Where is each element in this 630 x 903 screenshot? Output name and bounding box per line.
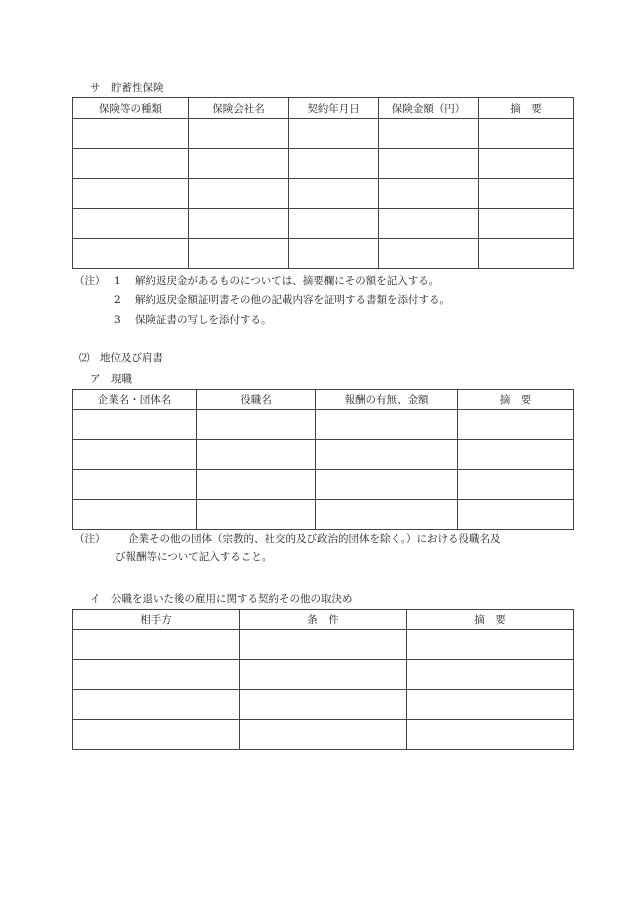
table-cell[interactable]: [289, 119, 379, 149]
current-position-table: [72, 389, 574, 530]
note-number: 2: [114, 294, 121, 306]
table-cell[interactable]: [289, 149, 379, 179]
table-row: [73, 720, 574, 750]
table-row: [73, 179, 574, 209]
table-row: [73, 239, 574, 269]
column-header: 企業名・団体名: [73, 390, 197, 410]
table-cell[interactable]: [73, 720, 240, 750]
table-cell[interactable]: [73, 660, 240, 690]
table-row: [73, 470, 574, 500]
post-office-arrangements-table: [72, 609, 574, 750]
note-text: び報酬等について記入すること。: [115, 551, 273, 563]
table-cell[interactable]: [73, 209, 189, 239]
table-cell[interactable]: [73, 119, 189, 149]
table-cell[interactable]: [407, 660, 574, 690]
table-cell[interactable]: [73, 149, 189, 179]
table-cell[interactable]: [240, 660, 407, 690]
table-row: [73, 209, 574, 239]
column-header: 保険会社名: [189, 98, 289, 119]
note-text: 解約返戻金額証明書その他の記載内容を証明する書類を添付する。: [135, 294, 450, 306]
table-cell[interactable]: [379, 119, 479, 149]
section-2-heading: ⑵ 地位及び肩書: [79, 352, 163, 364]
table-cell[interactable]: [479, 209, 574, 239]
column-header: 役職名: [197, 390, 316, 410]
table-cell[interactable]: [73, 440, 197, 470]
table-cell[interactable]: [316, 500, 458, 530]
table-row: [73, 660, 574, 690]
table-cell[interactable]: [197, 500, 316, 530]
table-cell[interactable]: [189, 209, 289, 239]
table-row: [73, 149, 574, 179]
table-cell[interactable]: [479, 179, 574, 209]
column-header: 相手方: [73, 610, 240, 630]
table-cell[interactable]: [316, 470, 458, 500]
note-prefix: （注）: [74, 533, 106, 545]
table-cell[interactable]: [197, 440, 316, 470]
table-cell[interactable]: [458, 440, 574, 470]
section-2a-heading: ア 現職: [90, 373, 132, 385]
table-cell[interactable]: [240, 720, 407, 750]
column-header: 摘 要: [479, 98, 574, 119]
table-cell[interactable]: [379, 149, 479, 179]
table-cell[interactable]: [197, 470, 316, 500]
column-header: 条 件: [240, 610, 407, 630]
table-cell[interactable]: [479, 119, 574, 149]
table-cell[interactable]: [197, 410, 316, 440]
savings-insurance-table: [72, 97, 574, 269]
table-cell[interactable]: [379, 239, 479, 269]
table-cell[interactable]: [73, 470, 197, 500]
table-row: [73, 500, 574, 530]
table-cell[interactable]: [289, 179, 379, 209]
note-text: 企業その他の団体（宗教的、社交的及び政治的団体を除く。）における役職名及: [128, 533, 501, 545]
table-cell[interactable]: [458, 470, 574, 500]
table-cell[interactable]: [240, 630, 407, 660]
table-cell[interactable]: [73, 410, 197, 440]
table-cell[interactable]: [73, 690, 240, 720]
table-row: [73, 119, 574, 149]
column-header: 保険等の種類: [73, 98, 189, 119]
table-cell[interactable]: [316, 440, 458, 470]
table-row: [73, 410, 574, 440]
table-cell[interactable]: [289, 209, 379, 239]
table-cell[interactable]: [189, 239, 289, 269]
table-cell[interactable]: [407, 720, 574, 750]
note-text: 解約返戻金があるものについては、摘要欄にその額を記入する。: [135, 275, 440, 287]
table-cell[interactable]: [73, 630, 240, 660]
table-cell[interactable]: [189, 179, 289, 209]
table-cell[interactable]: [240, 690, 407, 720]
column-header: 摘 要: [407, 610, 574, 630]
note-text: 保険証書の写しを添付する。: [135, 314, 272, 326]
table-cell[interactable]: [73, 239, 189, 269]
section-2i-heading: イ 公職を退いた後の雇用に関する契約その他の取決め: [90, 593, 353, 605]
table-row: [73, 440, 574, 470]
table-cell[interactable]: [189, 119, 289, 149]
column-header: 契約年月日: [289, 98, 379, 119]
note-number: 1: [114, 275, 121, 287]
section-sa-heading: サ 貯蓄性保険: [90, 82, 164, 94]
column-header: 摘 要: [458, 390, 574, 410]
note-prefix: （注）: [74, 275, 106, 287]
table-row: [73, 690, 574, 720]
table-cell[interactable]: [407, 630, 574, 660]
table-cell[interactable]: [379, 179, 479, 209]
table-cell[interactable]: [73, 500, 197, 530]
note-number: 3: [114, 314, 121, 326]
column-header: 報酬の有無、金額: [316, 390, 458, 410]
table-cell[interactable]: [316, 410, 458, 440]
table-cell[interactable]: [189, 149, 289, 179]
table-cell[interactable]: [458, 500, 574, 530]
table-row: [73, 630, 574, 660]
table-cell[interactable]: [479, 149, 574, 179]
table-cell[interactable]: [73, 179, 189, 209]
column-header: 保険金額（円）: [379, 98, 479, 119]
table-cell[interactable]: [289, 239, 379, 269]
table-cell[interactable]: [479, 239, 574, 269]
table-cell[interactable]: [458, 410, 574, 440]
table-cell[interactable]: [407, 690, 574, 720]
table-cell[interactable]: [379, 209, 479, 239]
